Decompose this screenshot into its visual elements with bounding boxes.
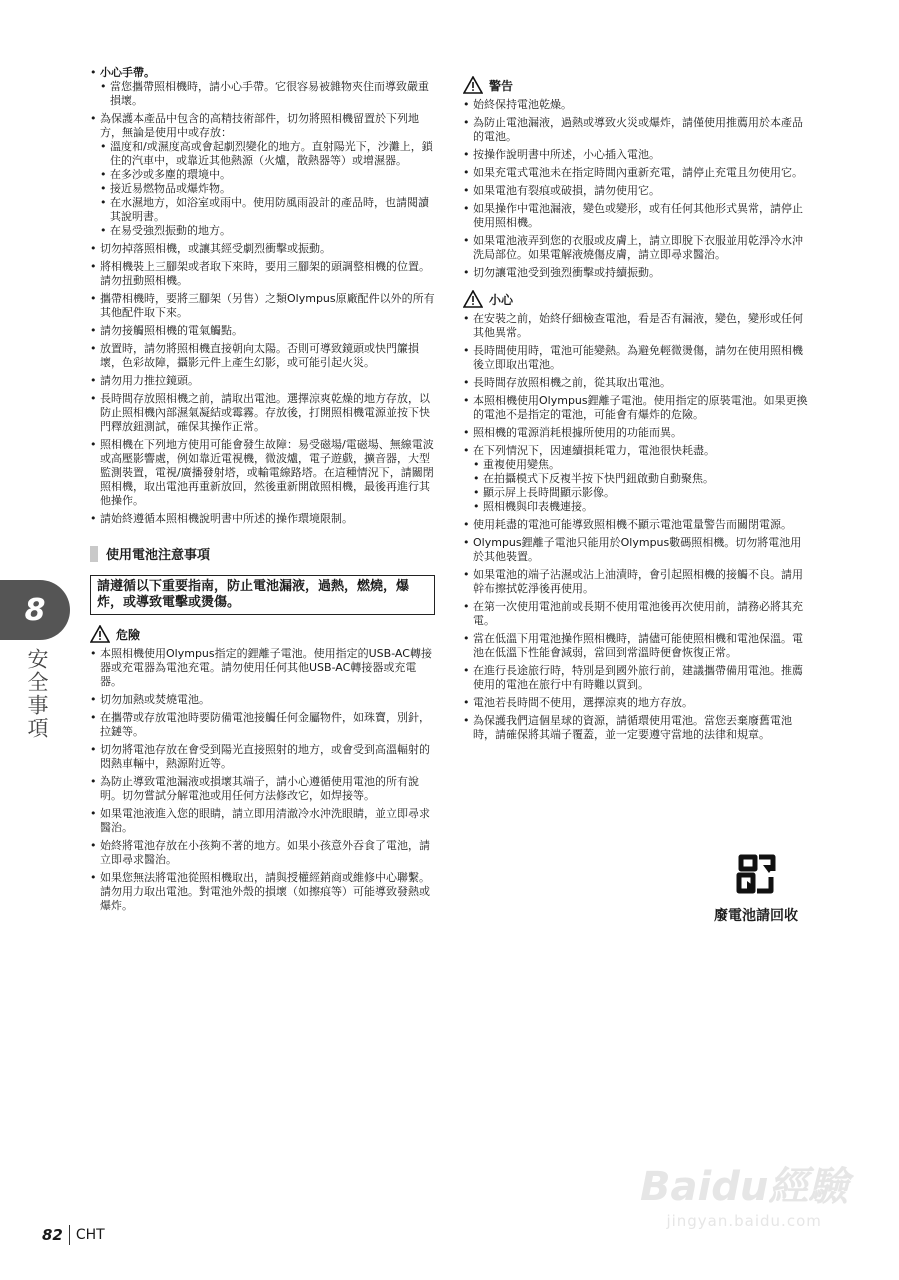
warning-list [463,98,808,280]
list-item: • 在易受強烈振動的地方。 [100,224,435,238]
list-item: • 長時間存放照相機之前，從其取出電池。 [463,376,808,390]
list-item: • 請勿用力推拉鏡頭。 [90,374,435,388]
list-item: • 照相機在下列地方使用可能會發生故障：易受磁場/電磁場、無線電波或高壓影響處，例如靠近電視機，微波爐，電子遊戲，擴音器，大型監測裝置，電視/廣播發射塔，或輸電線路塔。在這種情況下，請關閉照相機，取出電池再重新放回，然後重新開啟照相機，最後再進行其他操作。 [90,438,435,508]
list-item: • 如果電池液弄到您的衣服或皮膚上，請立即脫下衣服並用乾淨冷水沖洗局部位。如果電解液燒傷皮膚，請立即尋求醫治。 [463,234,808,262]
warning-heading [463,76,808,94]
list-item: • 在進行長途旅行時，特別是到國外旅行前，建議攜帶備用電池。推薦使用的電池在旅行中有時難以買到。 [463,664,808,692]
watermark-sub: jingyan.baidu.com [666,1212,822,1230]
list-item: • 按操作說明書中所述，小心插入電池。 [463,148,808,162]
list-item: • 溫度和/或濕度高或會起劇烈變化的地方。直射陽光下，沙灘上，鎖住的汽車中，或靠近其他熱源（火爐，散熱器等）或增濕器。 [100,140,435,168]
list-item: • 始終保持電池乾燥。 [463,98,808,112]
list-item: • 放置時，請勿將照相機直接朝向太陽。否則可導致鏡頭或快門簾損壞，色彩故障，攝影元件上產生幻影，或可能引起火災。 [90,342,435,370]
section-title: 使用電池注意事項 [106,548,211,563]
list-item: • 照相機與印表機連接。 [473,500,808,514]
strap-heading: 小心手帶。 [100,66,155,79]
recycle-icon [733,851,779,897]
list-item: • 請始終遵循本照相機說明書中所述的操作環境限制。 [90,512,435,526]
list-item: • 請勿接觸照相機的電氣觸點。 [90,324,435,338]
language-code: CHT [75,1227,105,1243]
list-item: • 重複使用變焦。 [473,458,808,472]
danger-list [90,647,435,913]
right-column [463,66,808,746]
list-item: • 切勿讓電池受到強烈衝擊或持續振動。 [463,266,808,280]
footer-divider [69,1225,70,1245]
storage-sublist [100,140,435,238]
list-item: • 本照相機使用Olympus指定的鋰離子電池。使用指定的USB-AC轉接器或充電器為電池充電。請勿使用任何其他USB-AC轉接器或充電器。 [90,647,435,689]
chapter-title: 安全事項 [25,648,49,740]
caution-heading [463,290,808,308]
power-drain-sublist [473,458,808,514]
watermark-main: Baidu經驗 [640,1164,849,1210]
list-item [90,66,435,108]
list-item: • 如果電池液進入您的眼睛，請立即用清澈冷水沖洗眼睛，並立即尋求醫治。 [90,807,435,835]
warning-heading-label: 警告 [489,78,514,93]
list-item: • 如果電池的端子沾濕或沾上油漬時，會引起照相機的接觸不良。請用幹布擦拭乾淨後再使用。 [463,568,808,596]
list-item-text: 在下列情況下，因連續損耗電力，電池很快耗盡。 [473,444,715,457]
list-item: • 使用耗盡的電池可能導致照相機不顯示電池電量警告而關閉電源。 [463,518,808,532]
list-item: • 長時間存放照相機之前，請取出電池。選擇涼爽乾燥的地方存放，以防止照相機內部濕氣凝結或霉霧。存放後，打開照相機電源並按下快門釋放鈕測試，確保其操作正常。 [90,392,435,434]
list-item [463,444,808,514]
battery-recycle-mark [714,851,798,925]
handling-list [90,66,435,526]
list-item: • 為防止導致電池漏液或損壞其端子，請小心遵循使用電池的所有說明。切勿嘗試分解電池或用任何方法修改它，如焊接等。 [90,775,435,803]
list-item: • 在第一次使用電池前或長期不使用電池後再次使用前，請務必將其充電。 [463,600,808,628]
list-item: • 切勿加熱或焚燒電池。 [90,693,435,707]
list-item: • 接近易燃物品或爆炸物。 [100,182,435,196]
list-item: • 長時間使用時，電池可能變熱。為避免輕微燙傷，請勿在使用照相機後立即取出電池。 [463,344,808,372]
list-item: • 本照相機使用Olympus鋰離子電池。使用指定的原裝電池。如果更換的電池不是指定的電池，可能會有爆炸的危險。 [463,394,808,422]
list-item: • Olympus鋰離子電池只能用於Olympus數碼照相機。切勿將電池用於其他裝置。 [463,536,808,564]
page-footer [42,1225,105,1245]
list-item: • 在拍攝模式下反複半按下快門鈕啟動自動聚焦。 [473,472,808,486]
boxed-notice: 請遵循以下重要指南，防止電池漏液，過熱，燃燒，爆炸，或導致電擊或燙傷。 [90,575,435,615]
list-item: • 在水濕地方，如浴室或雨中。使用防風雨設計的產品時，也請閱讀其說明書。 [100,196,435,224]
warning-triangle-icon [463,76,483,94]
section-bar [90,546,98,562]
list-item-text: 為保護本產品中包含的高精技術部件，切勿將照相機留置於下列地方，無論是使用中或存放： [100,112,419,139]
list-item: • 攜帶相機時，要將三腳架（另售）之類Olympus原廠配件以外的所有其他配件取下來。 [90,292,435,320]
list-item: • 當您攜帶照相機時，請小心手帶。它很容易被雜物夾住而導致嚴重損壞。 [100,80,435,108]
section-heading [90,544,435,563]
list-item: • 當在低溫下用電池操作照相機時，請儘可能使照相機和電池保溫。電池在低溫下性能會減弱，當回到常溫時便會恢復正常。 [463,632,808,660]
warning-triangle-icon [90,625,110,643]
list-item: • 電池若長時間不使用，選擇涼爽的地方存放。 [463,696,808,710]
caution-list [463,312,808,742]
list-item: • 為防止電池漏液，過熱或導致火災或爆炸，請僅使用推薦用於本產品的電池。 [463,116,808,144]
baidu-watermark [640,1155,848,1230]
recycle-label: 廢電池請回收 [714,908,798,924]
list-item: • 如果操作中電池漏液，變色或變形，或有任何其他形式異常，請停止使用照相機。 [463,202,808,230]
left-column [90,66,435,917]
chapter-tab [0,580,70,640]
list-item: • 顯示屏上長時間顯示影像。 [473,486,808,500]
list-item: • 在多沙或多塵的環境中。 [100,168,435,182]
list-item: • 將相機裝上三腳架或者取下來時，要用三腳架的頭調整相機的位置。請勿扭動照相機。 [90,260,435,288]
strap-sublist [100,80,435,108]
page-number: 82 [42,1226,63,1244]
danger-heading [90,625,435,643]
list-item: • 切勿將電池存放在會受到陽光直接照射的地方，或會受到高溫輻射的悶熱車輛中，熱源附近等。 [90,743,435,771]
list-item: • 如果充電式電池未在指定時間內重新充電，請停止充電且勿使用它。 [463,166,808,180]
list-item: • 如果電池有裂痕或破損，請勿使用它。 [463,184,808,198]
warning-triangle-icon [463,290,483,308]
chapter-number: 8 [24,592,46,628]
danger-heading-label: 危險 [116,627,141,642]
list-item: • 照相機的電源消耗根據所使用的功能而異。 [463,426,808,440]
list-item [90,112,435,238]
list-item: • 在安裝之前，始終仔細檢查電池，看是否有漏液，變色，變形或任何其他異常。 [463,312,808,340]
caution-heading-label: 小心 [489,292,514,307]
list-item: • 在攜帶或存放電池時要防備電池接觸任何金屬物件，如珠寶，別針，拉鏈等。 [90,711,435,739]
list-item: • 始終將電池存放在小孩夠不著的地方。如果小孩意外吞食了電池，請立即尋求醫治。 [90,839,435,867]
list-item: • 為保護我們這個星球的資源，請循環使用電池。當您丟棄廢舊電池時，請確保將其端子覆蓋，並一定要遵守當地的法律和規章。 [463,714,808,742]
list-item: • 如果您無法將電池從照相機取出，請與授權經銷商或維修中心聯繫。請勿用力取出電池。對電池外殼的損壞（如擦痕等）可能導致發熱或爆炸。 [90,871,435,913]
list-item: • 切勿掉落照相機，或讓其經受劇烈衝擊或振動。 [90,242,435,256]
